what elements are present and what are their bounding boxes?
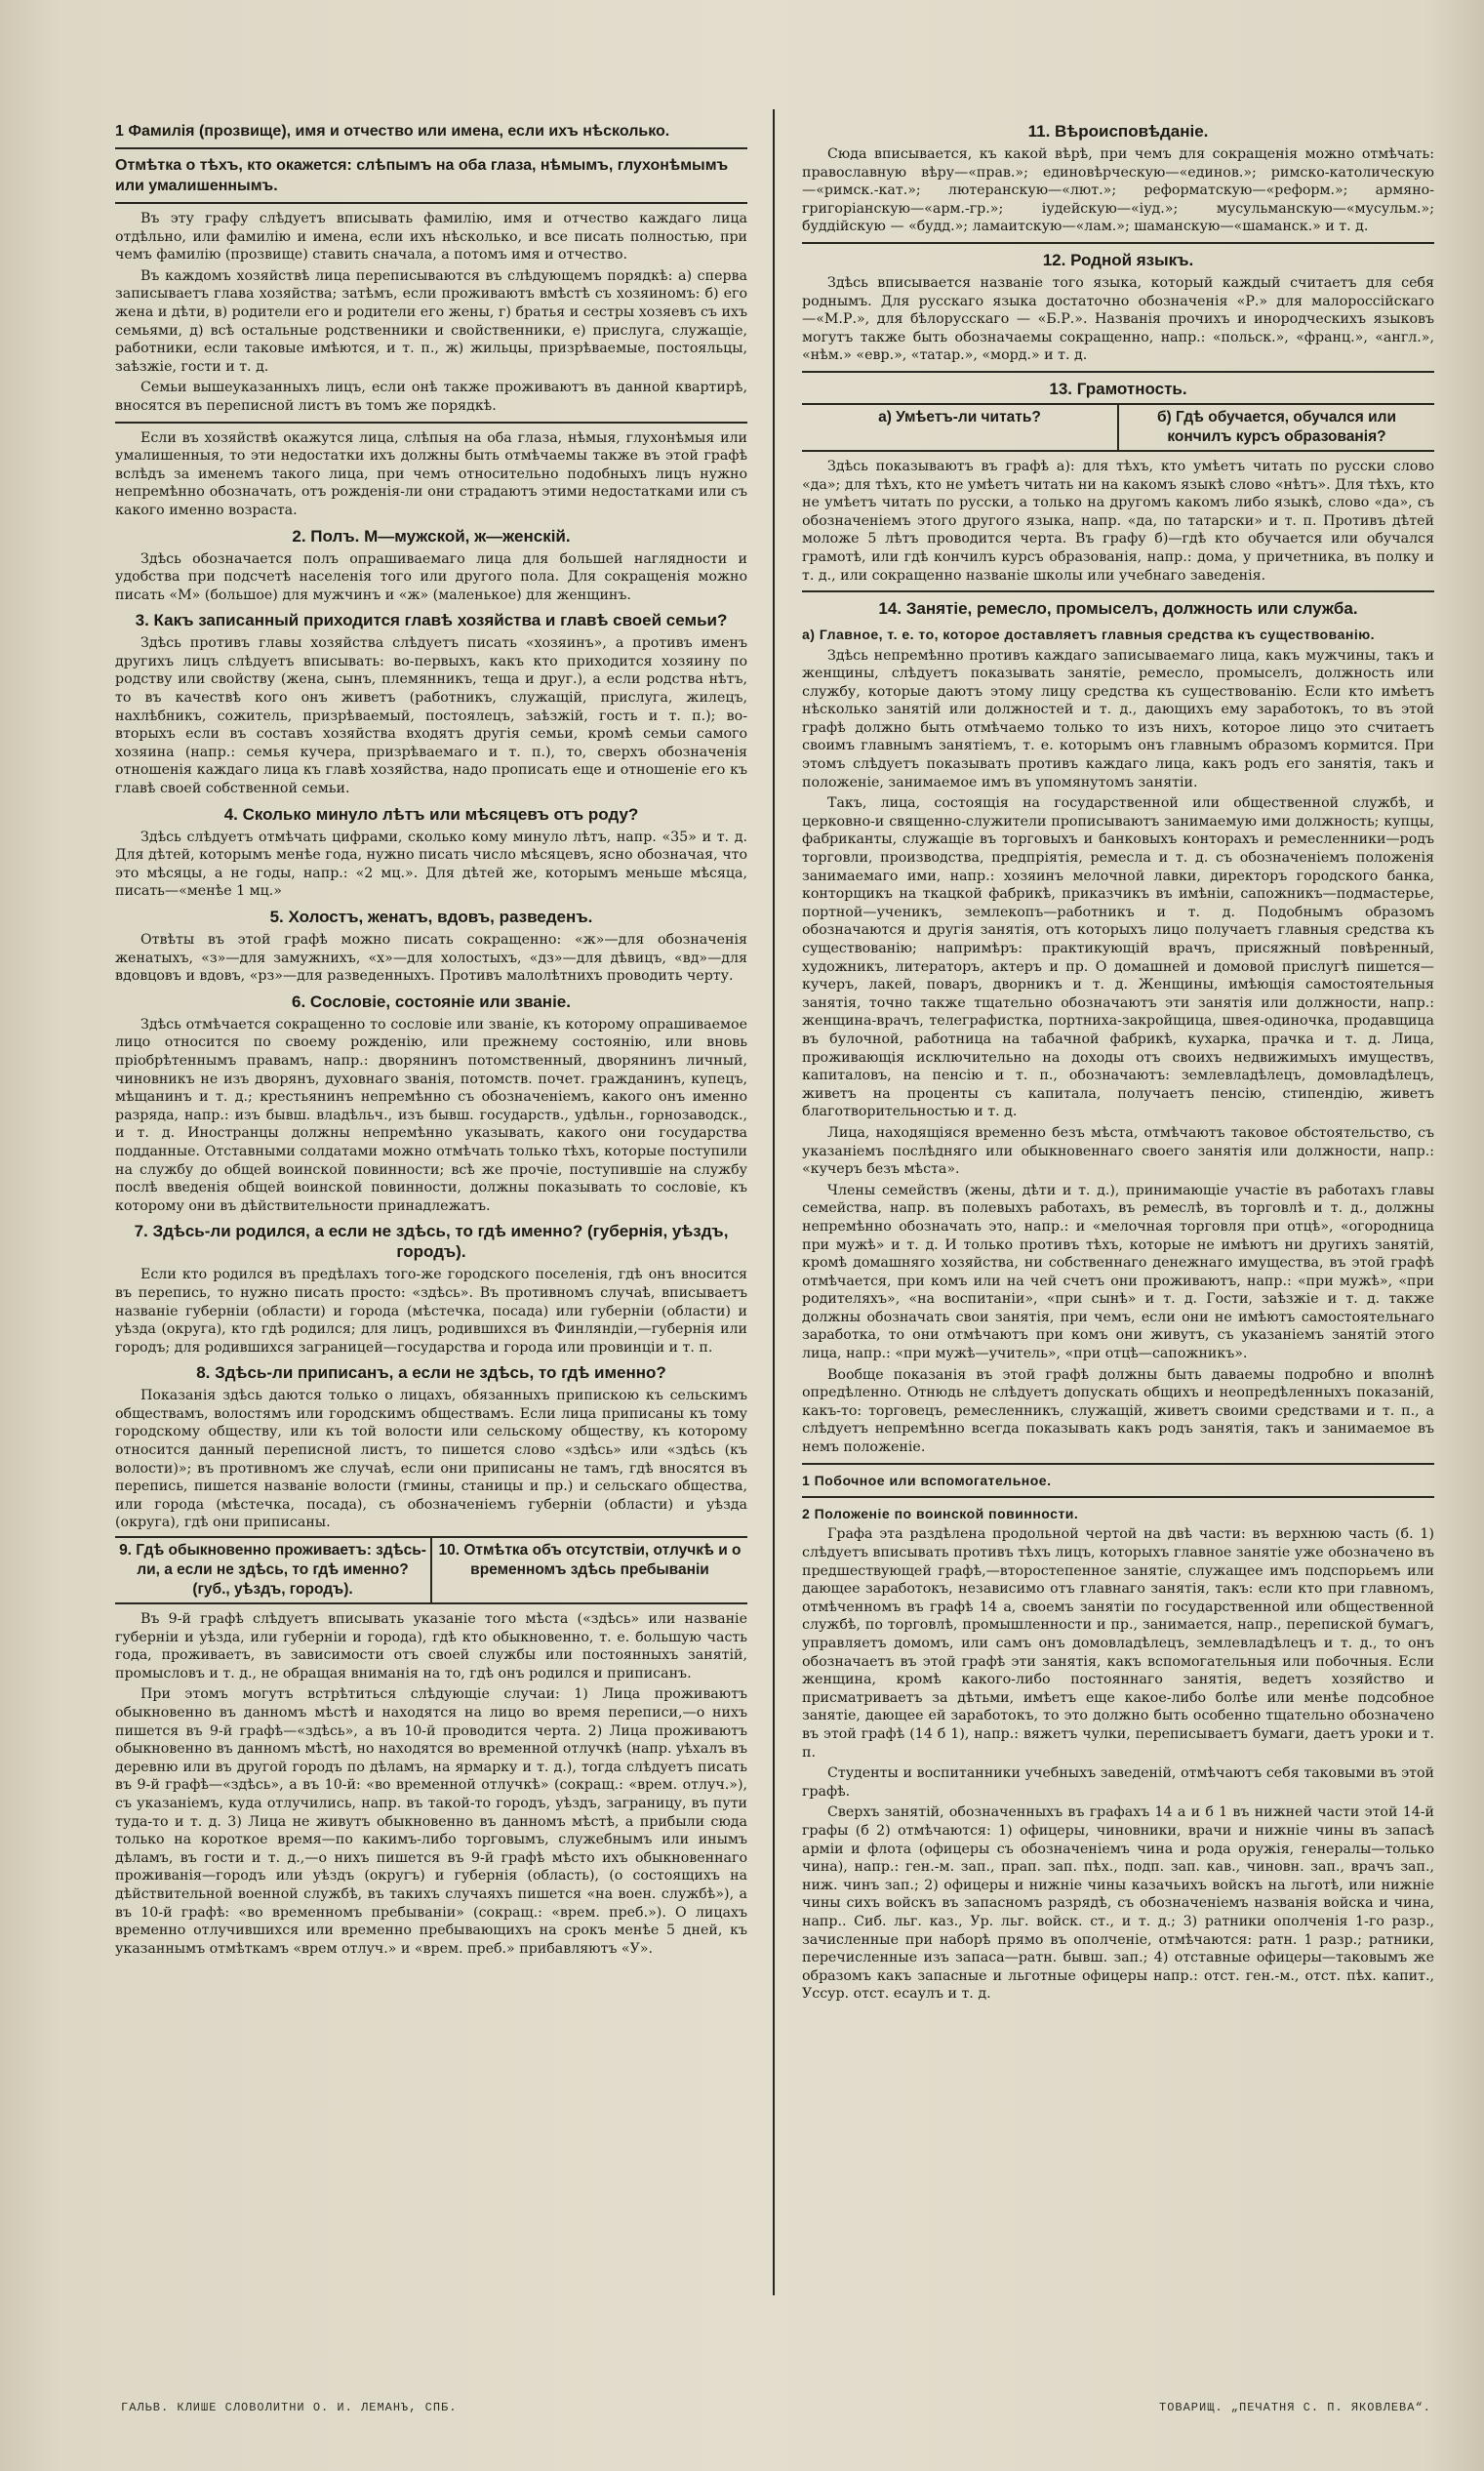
rule bbox=[115, 202, 747, 204]
paragraph: Такъ, лица, состоящія на государственной или общественной службѣ, и церковно-и священно-служители прописываютъ занимаемую ими должность; купцы, фабриканты, служащіе въ торговыхъ и банковыхъ конторахъ и ремесленники—родъ торговли, производства, предпріятія, ремесла и т. д. съ обозначеніемъ положенія занимаемаго ими, напр.: хозяинъ мелочной лавки, директоръ городского банка, конторщикъ на ткацкой фабрикѣ, приказчикъ въ имѣніи, сапожникъ—подмастерье, портной—ученикъ, землекопъ—работникъ и т. д. Подобнымъ образомъ обозначаются и другія занятія, отъ которыхъ лицо получаетъ главныя средства къ существованію; напримѣръ: практикующій врачъ, присяжный повѣренный, художникъ, литераторъ, актеръ и пр. О домашней и домовой прислугѣ пишется—кучеръ, лакей, поваръ, дворникъ и т. д. Женщины, имѣющія самостоятельныя занятія, точно также тщательно обозначаютъ эти занятія или должности, напр.: женщина-врачъ, телеграфистка, портниха-закройщица, швея-одиночка, продавщица въ булочной, работница на табачной фабрикѣ, кухарка, прачка и т. д. Лица, проживающія исключительно на доходы отъ своихъ недвижимыхъ имуществъ, капиталовъ, на пенсію и т. п., обозначаютъ: землевладѣлецъ, домовладѣлецъ, живетъ на проценты съ капитала, получаетъ пенсію, стипендію, живетъ благотворительностью и т. д. bbox=[802, 795, 1434, 1120]
section-1-body bbox=[115, 210, 747, 520]
section-10-title: 10. Отмѣтка объ отсутствіи, отлучкѣ и о временномъ здѣсь пребываніи bbox=[430, 1538, 747, 1602]
section-14-title: 14. Занятіе, ремесло, промыселъ, должность или служба. bbox=[878, 599, 1358, 619]
paragraph: Въ эту графу слѣдуетъ вписывать фамилію, имя и отчество каждаго лица отдѣльно, или фамилію и имена, если ихъ нѣсколько, и все писать полностью, при чемъ фамилію (прозвище) ставить сначала, а потомъ имя и отчество. bbox=[115, 211, 747, 263]
section-9-10-header bbox=[115, 1536, 747, 1604]
paragraph: Показанія здѣсь даются только о лицахъ, обязанныхъ припискою къ сельскимъ обществамъ, волостямъ или городскимъ обществамъ. Если лица приписаны къ тому городскому обществу, или къ той волости или сельскому обществу, къ которому относится данный переписной листъ, то пишется слово «здѣсь» или «здѣсь (къ волости)»; въ противномъ же случаѣ, если они приписаны не тамъ, гдѣ вносятся въ перепись, пишется названіе волости (гмины, станицы и пр.) и сельскаго общества, или города (мѣстечка, посада), съ обозначеніемъ губерніи (области) и уѣзда (округа), гдѣ они приписаны. bbox=[115, 1388, 747, 1531]
rule bbox=[802, 1463, 1434, 1465]
section-13-title: 13. Грамотность. bbox=[1049, 379, 1187, 398]
paragraph: Отвѣты въ этой графѣ можно писать сокращенно: «ж»—для обозначенія женатыхъ, «з»—для замужнихъ, «х»—для холостыхъ, «дз»—для дѣвицъ, «вд»—для вдовцовъ и вдовъ, «рз»—для разведенныхъ. Противъ малолѣтнихъ проводить черту. bbox=[115, 932, 747, 985]
paragraph: Лица, находящіяся временно безъ мѣста, отмѣчаютъ таковое обстоятельство, съ указаніемъ послѣдняго или обыкновеннаго своего занятія или должности, напр.: «кучеръ безъ мѣста». bbox=[802, 1124, 1434, 1178]
paragraph: Если въ хозяйствѣ окажутся лица, слѣпыя на оба глаза, нѣмыя, глухонѣмыя или умалишенныя, то эти недостатки ихъ должны быть отмѣчаемы также въ этой графѣ вслѣдъ за именемъ такого лица, при чемъ относительно подобныхъ лицъ нужно непремѣнно обозначать, отъ рожденія-ли они страдаютъ этими недостатками или съ какого именно возраста. bbox=[115, 429, 747, 518]
paragraph: Здѣсь показываютъ въ графѣ а): для тѣхъ, кто умѣетъ читать по русски слово «да»; для тѣхъ, кто не умѣетъ читать ни на какомъ языкѣ слово «нѣтъ». Для тѣхъ, кто не умѣетъ читать по русски, а только на другомъ какомъ либо языкѣ, слово «да», съ обозначеніемъ этого другого языка, напр. «да, по татарски» и т. п. Противъ дѣтей моложе 5 лѣтъ проводится черта. Въ графу б)—гдѣ кто обучается или обучался грамотѣ, или гдѣ кончилъ курсъ образованія, напр.: дома, у причетника, въ полку и т. д., или сокращенно названіе школы или учебнаго заведенія. bbox=[802, 458, 1434, 584]
column-divider bbox=[773, 109, 775, 2295]
paragraph: Сюда вписывается, къ какой вѣрѣ, при чемъ для сокращенія можно отмѣчать: православную вѣру—«прав.»; единовѣрческую—«единов.»; римско-католическую—«римск.-кат.»; лютеранскую—«лют.»; реформатскую—«реформ.»; армяно-григоріанскую—«арм.-гр.»; іудейскую—«іуд.»; мусульманскую—«мусульм.»; буддійскую — «будд.»; ламаитскую—«лам.»; шаманскую—«шаманск.» и т. д. bbox=[802, 146, 1434, 235]
section-14-a: а) Главное, т. е. то, которое доставляетъ главныя средства къ существованію. bbox=[802, 627, 1376, 643]
section-13-a: а) Умѣетъ-ли читать? bbox=[878, 408, 1041, 425]
section-11-title: 11. Вѣроисповѣданіе. bbox=[1027, 122, 1209, 141]
section-5-title: 5. Холостъ, женатъ, вдовъ, разведенъ. bbox=[269, 908, 593, 926]
section-1-title: 1 Фамилія (прозвище), имя и отчество или имена, если ихъ нѣсколько. bbox=[115, 123, 670, 140]
paragraph: Здѣсь слѣдуетъ отмѣчать цифрами, сколько кому минуло лѣтъ, напр. «35» и т. д. Для дѣтей, которымъ менѣе года, нужно писать число мѣсяцевъ, ясно обозначая, что это мѣсяцы, а не годы, напр.: «2 мц.». Для дѣтей же, которымъ меньше мѣсяца, писать—«менѣе 1 мц.» bbox=[115, 829, 747, 900]
section-2-title: 2. Полъ. М—мужской, ж—женскій. bbox=[292, 526, 571, 546]
section-1-subtitle: Отмѣтка о тѣхъ, кто окажется: слѣпымъ на оба глаза, нѣмымъ, глухонѣмымъ или умалишеннымъ. bbox=[115, 157, 729, 194]
rule bbox=[802, 590, 1434, 592]
section-7-title: 7. Здѣсь-ли родился, а если не здѣсь, то гдѣ именно? (губернія, уѣздъ, городъ). bbox=[134, 1222, 729, 1262]
section-13-subheader bbox=[802, 403, 1434, 452]
paragraph: Въ каждомъ хозяйствѣ лица переписываются въ слѣдующемъ порядкѣ: а) сперва записываетъ глава хозяйства; затѣмъ, если проживаютъ вмѣстѣ съ хозяиномъ: б) его жена и дѣти, в) родители его и родители его жены, г) братья и сестры хозяевъ съ ихъ семьями, д) всѣ остальные родственники и свойственники, е) прислуга, служащіе, работники, если таковые имѣются, и т. п., ж) жильцы, призрѣваемые, постояльцы, заѣзжіе, гости и т. д. bbox=[115, 267, 747, 375]
paragraph: Здѣсь вписывается названіе того языка, который каждый считаетъ для себя роднымъ. Для русскаго языка достаточно обозначенія «Р.» для малороссійскаго—«М.Р.», для бѣлорусскаго — «Б.Р.». Названія прочихъ и инородческихъ языковъ могутъ также быть обозначаемы сокращенно, напр.: «польск.», «франц.», «англ.», «нѣм.» «евр.», «татар.», «морд.» и т. д. bbox=[802, 274, 1434, 364]
section-12-title: 12. Родной языкъ. bbox=[1042, 250, 1194, 269]
section-8-title: 8. Здѣсь-ли приписанъ, а если не здѣсь, то гдѣ именно? bbox=[196, 1363, 666, 1383]
paragraph: Студенты и воспитанники учебныхъ заведеній, отмѣчаютъ себя таковыми въ этой графѣ. bbox=[802, 1765, 1434, 1800]
paragraph: При этомъ могутъ встрѣтиться слѣдующіе случаи: 1) Лица проживаютъ обыкновенно въ данномъ мѣстѣ и находятся на лицо во время переписи,—о нихъ пишется въ 9-й графѣ—«здѣсь», а въ 10-й проводится черта. 2) Лица проживаютъ обыкновенно въ данномъ мѣстѣ, но находятся во временной отлучкѣ (напр. уѣхалъ въ деревню или въ другой городъ по дѣламъ, на ярмарку и т. д.), тогда слѣдуетъ писать въ 9-й графѣ—«здѣсь», а въ 10-й: «во временной отлучкѣ» (сокращ.: «врем. отлуч.»), съ указаніемъ, куда отлучились, напр. въ такой-то городъ, уѣздъ, заграницу, въ пути туда-то и т. д. 3) Лица не живутъ обыкновенно въ данномъ мѣстѣ, а прибыли сюда только на короткое время—по какимъ-либо торговымъ, служебнымъ или инымъ дѣламъ, въ гости и т. д.,—о нихъ пишется въ 9-й графѣ мѣсто ихъ обыкновеннаго проживанія—городъ или уѣздъ (округъ) и губернія (область), (о состоящихъ на дѣйствительной военной службѣ, въ такихъ случаяхъ пишется «на воен. службѣ»), а въ 10-й графѣ: «во временномъ пребываніи» (сокращ.: «врем. преб.»). О лицахъ временно отлучившихся или временно пребывающихъ на срокъ менѣе 5 дней, къ указаннымъ отмѣткамъ «врем отлуч.» и «врем. преб.» прибавляютъ «У». bbox=[115, 1686, 747, 1957]
section-6-title: 6. Сословіе, состояніе или званіе. bbox=[292, 992, 571, 1011]
paragraph: Графа эта раздѣлена продольной чертой на двѣ части: въ верхнюю часть (б. 1) слѣдуетъ вписывать противъ тѣхъ лицъ, которыхъ главное занятіе уже обозначено въ предшествующей графѣ,—второстепенное занятіе, служащее имъ подспорьемъ или дающее заработокъ, независимо отъ главнаго занятія, такъ: если кто при главномъ, отмѣченномъ въ графѣ 14 а, своемъ занятіи по государственной или общественной службѣ, по торговлѣ, промышленности и пр., занимается, напр., перепиской бумагъ, управляетъ домомъ, или самъ онъ домовладѣлецъ, землевладѣлецъ и т. д., то онъ обозначаетъ въ этой графѣ эти занятія, какъ вспомогательныя или побочныя. Если женщина, кромѣ какого-либо постояннаго занятія, ведетъ хозяйство и присматриваетъ за дѣтьми, имѣетъ еще какое-либо болѣе или менѣе подсобное занятіе, дающее ей заработокъ, то это должно быть особенно тщательно обозначено въ этой графѣ (14 б 1), напр.: вяжетъ чулки, переписываетъ бумаги, даетъ уроки и т. п. bbox=[802, 1526, 1434, 1761]
rule bbox=[802, 371, 1434, 373]
paragraph: Вообще показанія въ этой графѣ должны быть даваемы подробно и вполнѣ опредѣленно. Отнюдь не слѣдуетъ допускать общихъ и неопредѣленныхъ показаній, какъ-то: торговецъ, ремесленникъ, служащій, живетъ своими средствами и т. п., а слѣдуетъ непремѣнно всегда показывать какъ родъ занятія, такъ и занимаемое въ немъ положеніе. bbox=[802, 1366, 1434, 1456]
paragraph: Сверхъ занятій, обозначенныхъ въ графахъ 14 а и б 1 въ нижней части этой 14-й графы (б 2) отмѣчаются: 1) офицеры, чиновники, врачи и нижніе чины въ запасѣ арміи и флота (офицеры съ обозначеніемъ чина и рода оружія, генералы—только чина), напр.: ген.-м. зап., прап. зап. пѣх., подп. зап. кав., чиновн. зап., врачъ зап., ниж. чинъ зап.; 2) офицеры и нижніе чины казачьихъ войскъ на льготѣ, или нижніе чины сихъ войскъ въ запасномъ разрядѣ, съ обозначеніемъ названія войска и чина, напр.. Сиб. льг. каз., Ур. льг. войск. ст., и т. д.; 3) ратники ополченія 1-го разр., зачисленные при наборѣ прямо въ ополченіе, отмѣчаются: ратн. 1 разр.; ратники, перечисленные изъ запаса—ратн. бывш. зап.; 4) отставные офицеры—таковымъ же образомъ какъ запасные и льготные офицеры напр.: отст. ген.-м., отст. пѣх. капит., Уссур. отст. есаулъ и т. д. bbox=[802, 1804, 1434, 2003]
paragraph: Здѣсь обозначается полъ опрашиваемаго лица для большей наглядности и удобства при подсчетѣ населенія того или другого пола. Для сокращенія можно писать «М» (большое) для мужчинъ и «ж» (маленькое) для женщинъ. bbox=[115, 550, 747, 603]
section-9-title: 9. Гдѣ обыкновенно проживаетъ: здѣсь-ли, а если не здѣсь, то гдѣ именно? (губ., уѣздъ, городъ). bbox=[119, 1542, 426, 1599]
left-column bbox=[115, 115, 747, 1961]
right-column bbox=[802, 115, 1434, 2006]
section-13-b: б) Гдѣ обучается, обучался или кончилъ курсъ образованія? bbox=[1117, 405, 1434, 450]
section-14-b2: 2 Положеніе по воинской повинности. bbox=[802, 1506, 1079, 1522]
section-4-title: 4. Сколько минуло лѣтъ или мѣсяцевъ отъ роду? bbox=[223, 804, 639, 824]
rule bbox=[802, 242, 1434, 244]
rule bbox=[115, 422, 747, 424]
printer-imprint-right: ТОВАРИЩ. „ПЕЧАТНЯ С. П. ЯКОВЛЕВА“. bbox=[1159, 2401, 1431, 2414]
paragraph: Семьи вышеуказанныхъ лицъ, если онѣ также проживаютъ въ данной квартирѣ, вносятся въ переписной листъ въ томъ же порядкѣ. bbox=[115, 380, 747, 414]
paragraph: Здѣсь непремѣнно противъ каждаго записываемаго лица, какъ мужчины, такъ и женщины, слѣдуетъ показывать занятіе, ремесло, промыселъ, должность или службу, которые даютъ этому лицу средства къ существованію. Если кто имѣетъ нѣсколько занятій или должностей и т. д., дающихъ ему заработокъ, то въ этой графѣ должно быть отмѣчаемо только то изъ нихъ, которое лицо это считаетъ своимъ главнымъ занятіемъ, т. е. которымъ онъ главнымъ образомъ кормится. При этомъ слѣдуетъ показывать противъ каждаго лица, какъ родъ его занятія, такъ и положеніе, занимаемое имъ въ упомянутомъ занятіи. bbox=[802, 647, 1434, 790]
paragraph: Въ 9-й графѣ слѣдуетъ вписывать указаніе того мѣста («здѣсь» или названіе губерніи и уѣзда, или губерніи и города), гдѣ кто обыкновенно, т. е. большую часть года, проживаетъ, въ зависимости отъ своей службы или постоянныхъ занятій, промысловъ и т. д., не обращая вниманія на то, гдѣ онъ родился и приписанъ. bbox=[115, 1611, 747, 1681]
paragraph: Здѣсь отмѣчается сокращенно то сословіе или званіе, къ которому опрашиваемое лицо относится по своему рожденію, или прежнему состоянію, или вновь пріобрѣтеннымъ правамъ, напр.: дворянинъ потомственный, дворянинъ личный, чиновникъ не изъ дворянъ, духовнаго званія, потомств. почет. гражданинъ, купецъ, мѣщанинъ и т. д.; крестьянинъ непремѣнно съ обозначеніемъ, какого онъ именно разряда, напр.: изъ бывш. владѣльч., изъ бывш. государств., удѣльн., горнозаводск., и т. д. Иностранцы должны непремѣнно указывать, какого они государства подданные. Отставными солдатами можно отмѣчать только тѣхъ, которые поступили на службу до общей воинской повинности; всѣ же прочіе, поступившіе на службу послѣ введенія общей воинской повинности, должны показывать то сословіе, къ которому они въ дѣйствительности принадлежатъ. bbox=[115, 1016, 747, 1214]
paragraph: Члены семействъ (жены, дѣти и т. д.), принимающіе участіе въ работахъ главы семейства, напр. въ полевыхъ работахъ, въ ремеслѣ, въ торговлѣ и т. д., должны непремѣнно обозначать это, напр.: и «мелочная торговля при отцѣ», «огородница при мужѣ» и т. д. И только противъ тѣхъ, которые не имѣютъ ни другихъ занятій, кромѣ домашняго хозяйства, ни собственнаго денежнаго имущества, въ этой графѣ отмѣчается, при комъ или на чей счетъ они проживаютъ, напр.: «при мужѣ», «при родителяхъ», «на воспитаніи», «при сынѣ» и т. д. Гости, заѣзжіе и т. д. также должны обозначать свои занятія, при чемъ, если они не имѣютъ самостоятельнаго заработка, то они отмѣчаютъ при комъ они живутъ, съ указаніемъ занятій этого лица, напр.: «при мужѣ—учитель», «при отцѣ—сапожникъ». bbox=[802, 1182, 1434, 1362]
rule bbox=[115, 147, 747, 149]
section-14-b1: 1 Побочное или вспомогательное. bbox=[802, 1472, 1052, 1488]
printer-imprint-left: ГАЛЬВ. КЛИШЕ СЛОВОЛИТНИ О. И. ЛЕМАНЪ, СПБ. bbox=[121, 2401, 458, 2414]
section-3-title: 3. Какъ записанный приходится главѣ хозяйства и главѣ своей семьи? bbox=[135, 611, 728, 630]
paragraph: Здѣсь противъ главы хозяйства слѣдуетъ писать «хозяинъ», а противъ именъ другихъ лицъ слѣдуетъ вписывать: во-первыхъ, какъ кто приходится хозяину по родству или свойству (жена, сынъ, племянникъ, теща и друг.), а если родства нѣтъ, то въ качествѣ кого онъ живетъ (работникъ, служащій, прислуга, жилецъ, нахлѣбникъ, сожитель, призрѣваемый, постоялецъ, заѣзжій, гость и т. п.); во-вторыхъ если въ составъ хозяйства входятъ другія семьи, кромѣ семьи самого хозяина (напр.: семья кучера, призрѣваемаго и т. п.), то, сверхъ обозначенія отношенія каждаго лица къ главѣ хозяйства, надо прописать еще и отношеніе его къ главѣ своей собственной семьи. bbox=[115, 635, 747, 797]
paragraph: Если кто родился въ предѣлахъ того-же городского поселенія, гдѣ онъ вносится въ перепись, то нужно писать просто: «здѣсь». Въ противномъ случаѣ, вписываетъ названіе губерніи (области) и города (мѣстечка, посада) или губерніи (области) и уѣзда (округа), кто гдѣ родился; для лицъ, родившихся въ Финляндіи,—губернія или городъ; для родившихся заграницей—государства и города или провинціи и т. п. bbox=[115, 1267, 747, 1356]
rule bbox=[802, 1496, 1434, 1498]
